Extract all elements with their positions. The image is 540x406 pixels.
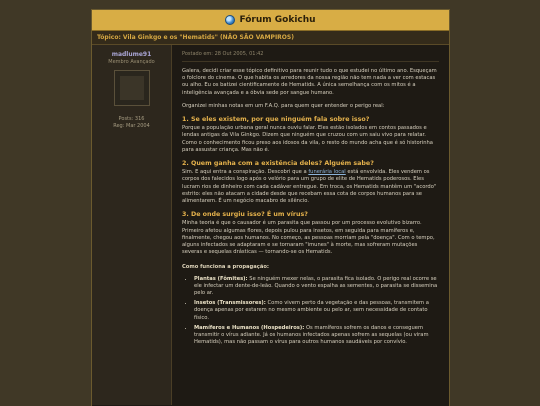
post-intro-paragraph: Organizei minhas notas em um F.A.Q. para quem quer entender o perigo real: [182,102,385,109]
author-stats [92,116,171,130]
faq-question: 2. Quem ganha com a existência deles? Alguém sabe? [182,160,374,168]
answer-text: Sim. E aqui entra a conspiração. Descobri que a [182,169,309,176]
faq-question: 3. De onde surgiu isso? É um vírus? [182,211,308,219]
author-posts: Posts: 316 [118,116,145,122]
topic-bar [92,31,449,45]
post-meta: Postado em: 28 Out 2005, 01:42 [182,51,439,62]
list-item-text: Os mamíferos sofrem os danos e conseguem transmitir o vírus adiante. Já os humanos infectados apenas sofrem as sequelas (ou viram Hematids), mas não passam o vírus para outros humanos saudáveis por convívio. [194,324,429,346]
globe-icon [225,15,235,25]
avatar[interactable] [114,70,150,106]
list-item [194,325,439,347]
faq-answer: Minha teoria é que o causador é um parasita que passou por um processo evolutivo bizarro. Primeiro afetou algumas flores, depois pulou para insetos, em seguida para mamíferos e, finalmente, chegou aos humanos. No começo, as pessoas morriam pela "doença". Com o tempo, alguns infectados se adaptaram e se tornaram "imunes" à morte, mas sofreram mutações severas e sequelas drásticas — tornando-se os Hematids. [182,220,435,256]
post-intro-paragraph: Galera, decidi criar esse tópico definitivo para reunir tudo o que estudei no último ano. Esqueçam o folclore do cinema. O que habita os arredores da nossa região não tem nada a ver com estacas ou alho. Eu os batizei cientificamente de Hematids. A única semelhança com os mitos é a inteligência avançada e a óbvia sede por sangue humano. [182,68,437,96]
post-container [92,45,449,405]
funeral-home-link[interactable]: funerária local [308,169,346,176]
site-title[interactable]: Fórum Gokichu [239,15,316,25]
list-item-label: Insetos (Transmissores): [194,300,266,307]
faq-answer: Porque a população urbana geral nunca ouviu falar. Eles estão isolados em contos passados e lendas antigas da Vila Ginkgo. Dizem que ninguém que cruzou com um saiu vivo para relatar. Como o conhecimento ficou preso aos idosos da vila, o resto do mundo acha que é só historinha para assustar criança. Mas não é. [182,125,433,153]
faq-answer [182,169,439,205]
forum-container [91,9,450,406]
list-item-label: Mamíferos e Humanos (Hospedeiros): [194,324,305,331]
propagation-list [182,276,439,347]
list-item [194,276,439,298]
avatar-image [120,76,144,100]
list-item-text: Como vivem perto da vegetação e das pessoas, transmitem a doença apenas por estarem no mesmo ambiente ou pelo ar, sem necessidade de contato físico. [194,300,429,321]
list-item-text: Se ninguém mexer nelas, o parasita fica isolado. O perigo real ocorre se ele infectar um dente-de-leão. Quando o vento espalha as sementes, o parasita se dissemina pelo ar. [194,275,438,297]
propagation-title: Como funciona a propagação: [182,264,269,271]
post-body [182,68,439,347]
author-rank: Membro Avançado [108,59,155,65]
topic-title: Tópico: Vila Ginkgo e os "Hematids" (NÃO SÃO VAMPIROS) [97,34,294,41]
list-item-label: Plantas (Fômites): [194,275,248,282]
faq-question: 1. Se eles existem, por que ninguém fala sobre isso? [182,116,370,124]
author-username[interactable]: madlume91 [111,51,152,58]
forum-header [92,10,449,31]
list-item [194,300,439,322]
author-registered: Reg: Mar 2004 [113,123,150,129]
post-content [172,45,449,405]
author-sidebar [92,45,172,405]
answer-text: está envolvida. Eles vendem os corpos dos falecidos logo após o velório para um grupo de elite de Hematids poderosos. Eles lucram rios de dinheiro com cada cadáver entregue. Em troca, os Hematids mantêm um "acordo" estrito: eles não atacam a cidade desde que recebam essa cota de corpos humanos para se alimentarem. É um negócio macabro de silêncio. [182,169,437,205]
